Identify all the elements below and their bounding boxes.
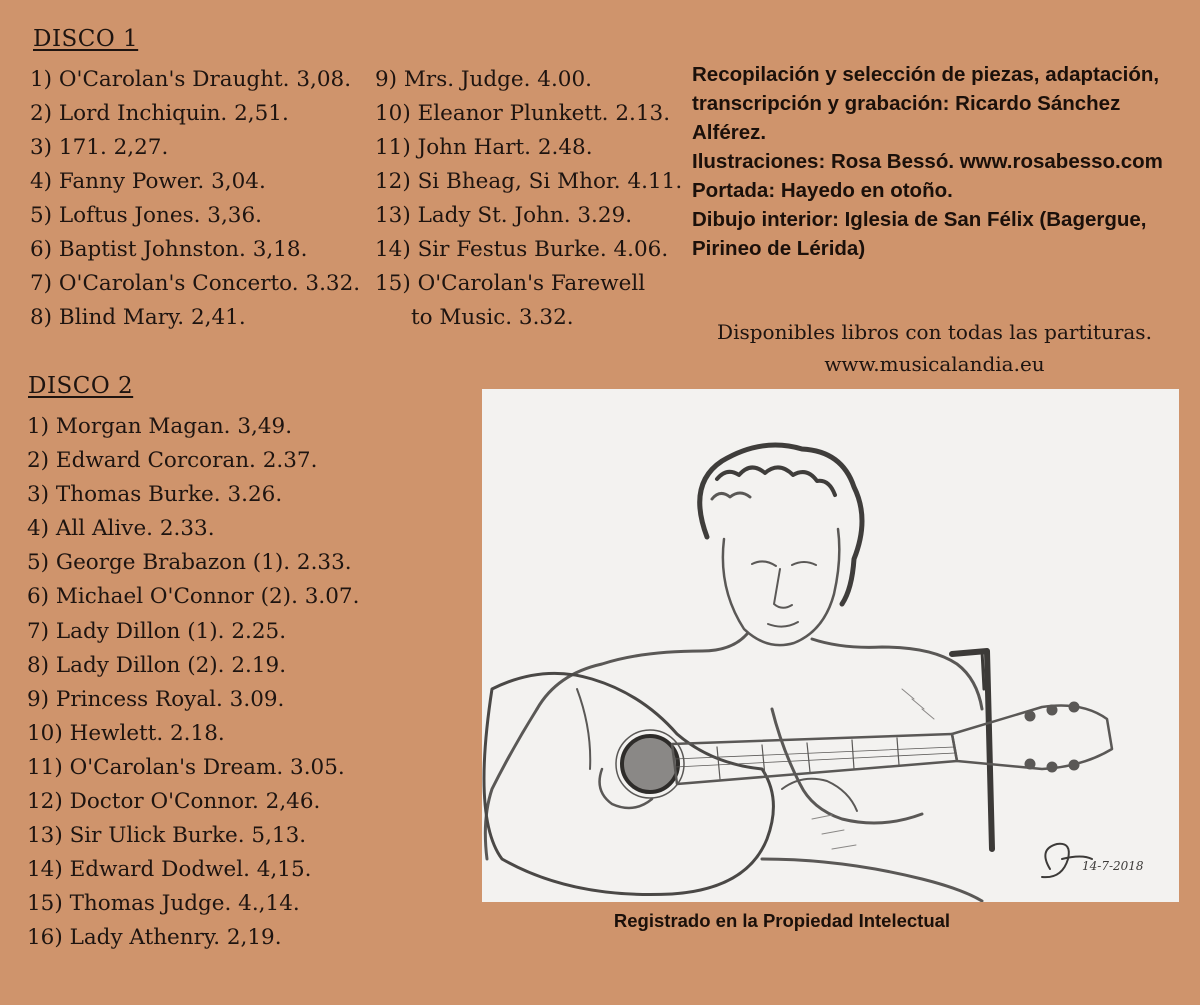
disc1-track-col2-5: 13) Lady St. John. 3.29. (375, 203, 633, 228)
disc2-track-4: 4) All Alive. 2.33. (27, 516, 215, 542)
disc2-track-9: 9) Princess Royal. 3.09. (27, 686, 285, 712)
credit-illustrations: Ilustraciones: Rosa Bessó. www.rosabesso.com (692, 150, 1163, 173)
disc2-track-2: 2) Edward Corcoran. 2.37. (27, 448, 318, 474)
right-shoulder (812, 639, 982, 709)
credit-cover: Portada: Hayedo en otoño. (692, 179, 953, 202)
disc2-track-7: 7) Lady Dillon (1). 2.25. (27, 618, 287, 644)
availability-note (682, 316, 1187, 380)
disc1-track-2: 2) Lord Inchiquin. 2,51. (30, 101, 289, 126)
disc1-track-col2-7: 15) O'Carolan's Farewell (375, 271, 646, 296)
disc1-track-7: 7) O'Carolan's Concerto. 3.32. (30, 271, 361, 296)
disc1-track-list (30, 63, 360, 335)
disc2-track-10: 10) Hewlett. 2.18. (27, 720, 225, 746)
guitarist-drawing (482, 389, 1179, 902)
disc2-track-12: 12) Doctor O'Connor. 2,46. (27, 789, 321, 815)
disc1-heading: DISCO 1 (33, 26, 139, 52)
credits-block (692, 60, 1192, 263)
disc2-track-11: 11) O'Carolan's Dream. 3.05. (27, 754, 345, 780)
disc1-track-6: 6) Baptist Johnston. 3,18. (30, 237, 308, 262)
disc2-track-14: 14) Edward Dodwel. 4,15. (27, 857, 312, 883)
disc2-track-list (27, 410, 359, 956)
credit-recording: Recopilación y selección de piezas, adaptación, transcripción y grabación: Ricardo Sánchez Alférez. (692, 63, 1160, 144)
disc1-track-5: 5) Loftus Jones. 3,36. (30, 203, 262, 228)
disc1-track-col2-1: 9) Mrs. Judge. 4.00. (375, 67, 592, 92)
left-shoulder (537, 634, 747, 709)
disc2-track-8: 8) Lady Dillon (2). 2.19. (27, 652, 287, 678)
disc2-track-6: 6) Michael O'Connor (2). 3.07. (27, 584, 360, 610)
disc1-track-col2-4: 12) Si Bheag, Si Mhor. 4.11. (375, 169, 683, 194)
disc1-track-col2-3: 11) John Hart. 2.48. (375, 135, 593, 160)
disc2-track-5: 5) George Brabazon (1). 2.33. (27, 550, 352, 576)
disc2-track-15: 15) Thomas Judge. 4.,14. (27, 891, 300, 917)
disc1-track-3: 3) 171. 2,27. (30, 135, 169, 160)
disc1-track-col2-6: 14) Sir Festus Burke. 4.06. (375, 237, 669, 262)
credit-interior: Dibujo interior: Iglesia de San Félix (Bagergue, Pirineo de Lérida) (692, 208, 1147, 260)
disc1-track-col2-2: 10) Eleanor Plunkett. 2.13. (375, 101, 671, 126)
leg (762, 859, 982, 901)
signature-date: 14-7-2018 (1082, 859, 1144, 873)
disc1-track-col2-8: to Music. 3.32. (411, 305, 574, 330)
sound-hole (622, 736, 678, 792)
disc1-track-list-continued (375, 63, 682, 335)
disc2-track-16: 16) Lady Athenry. 2,19. (27, 925, 282, 951)
disc1-track-4: 4) Fanny Power. 3,04. (30, 169, 266, 194)
face (723, 529, 839, 645)
guitar-neck (672, 734, 957, 784)
disc1-track-1: 1) O'Carolan's Draught. 3,08. (30, 67, 352, 92)
availability-url: www.musicalandia.eu (824, 352, 1045, 376)
registered-notice: Registrado en la Propiedad Intelectual (613, 910, 951, 931)
disc2-track-3: 3) Thomas Burke. 3.26. (27, 482, 283, 508)
left-arm (485, 709, 537, 859)
disc2-track-1: 1) Morgan Magan. 3,49. (27, 414, 293, 439)
guitarist-sketch-svg (482, 389, 1179, 902)
disc2-heading: DISCO 2 (28, 373, 134, 399)
availability-text: Disponibles libros con todas las partituras. (717, 320, 1152, 344)
disc2-track-13: 13) Sir Ulick Burke. 5,13. (27, 823, 307, 849)
disc1-track-8: 8) Blind Mary. 2,41. (30, 305, 246, 330)
